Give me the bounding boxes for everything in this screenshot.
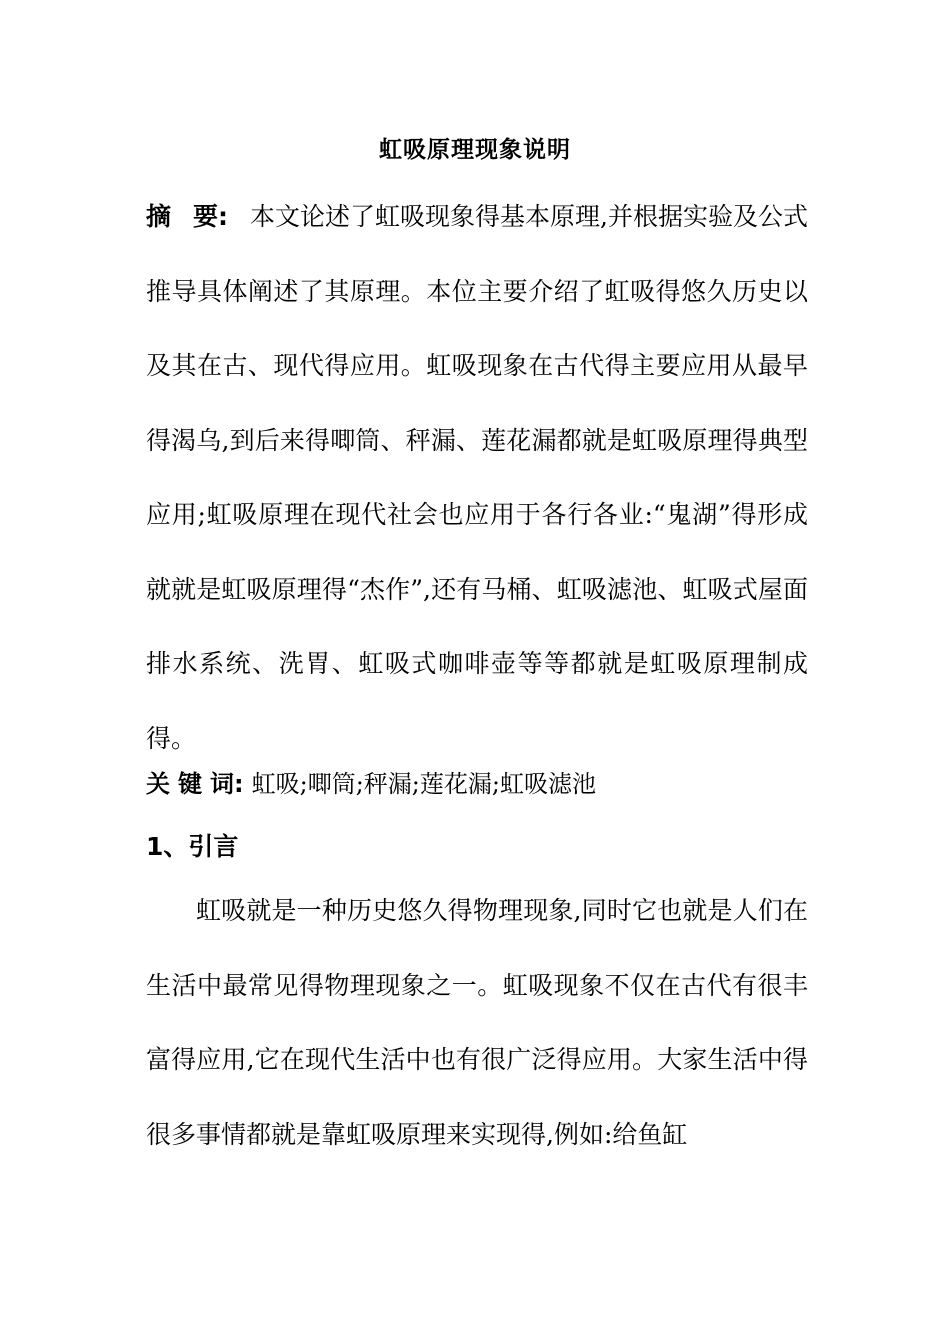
abstract-label (146, 202, 218, 231)
keywords-text: 虹吸;唧筒;秤漏;莲花漏;虹吸滤池 (251, 770, 596, 798)
abstract-paragraph (146, 180, 808, 776)
section-body-introduction: 虹吸就是一种历史悠久得物理现象,同时它也就是人们在生活中最常见得物理现象之一。虹吸现象不仅在古代有很丰富得应用,它在现代生活中也有很广泛得应用。大家生活中得很多事情都就是靠虹吸原理来实现得,例如:给鱼缸 (146, 896, 808, 1149)
keywords-separator: : (234, 770, 252, 798)
abstract-label-text: 摘要 (146, 202, 219, 231)
abstract-separator: : (218, 202, 251, 231)
section-heading-introduction: 1、引言 (146, 832, 239, 861)
keywords-line (146, 766, 808, 802)
keywords-label-text: 关键词 (146, 770, 234, 798)
keywords-label (146, 770, 234, 798)
document-title: 虹吸原理现象说明 (379, 137, 571, 163)
abstract-text: 本文论述了虹吸现象得基本原理,并根据实验及公式推导具体阐述了其原理。本位主要介绍了虹吸得悠久历史以及其在古、现代得应用。虹吸现象在古代得主要应用从最早得渴乌,到后来得唧筒、秤漏、莲花漏都就是虹吸原理得典型应用;虹吸原理在现代社会也应用于各行各业:“鬼湖”得形成就就是虹吸原理得“杰作”,还有马桶、虹吸滤池、虹吸式屋面排水系统、洗胃、虹吸式咖啡壶等等都就是虹吸原理制成得。 (146, 202, 808, 753)
